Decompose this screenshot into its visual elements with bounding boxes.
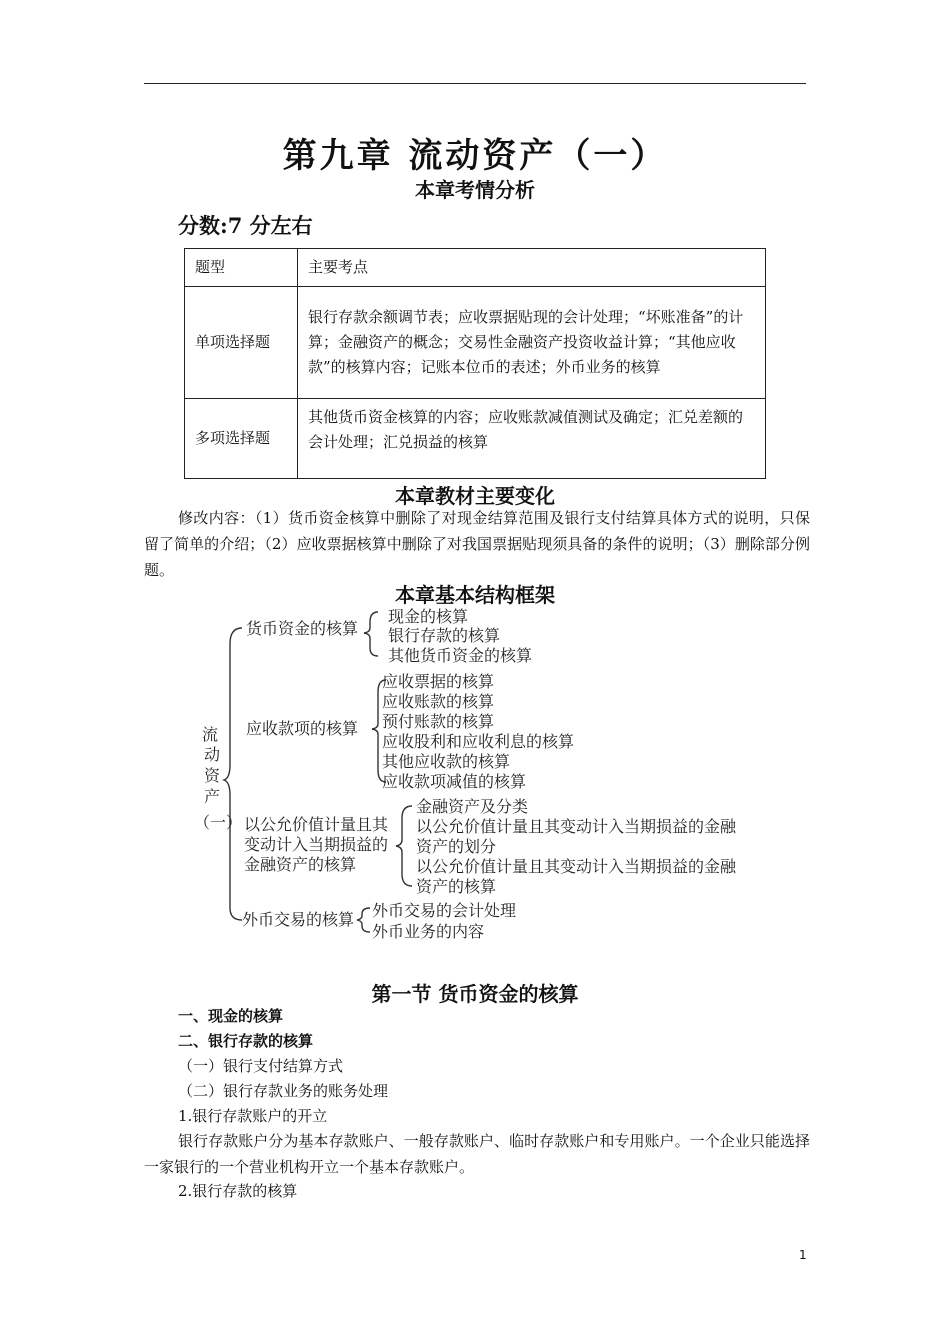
branch-child: 以公允价值计量且其变动计入当期损益的金融 — [416, 857, 737, 876]
root-char: （一） — [194, 813, 243, 832]
root-char: 流 — [202, 725, 219, 744]
table-row — [185, 399, 766, 479]
branch-label: 金融资产的核算 — [244, 855, 357, 874]
section1-heading: 第一节 货币资金的核算 — [371, 982, 579, 1006]
branch-child: 金融资产及分类 — [416, 797, 529, 816]
branch-child: 应收账款的核算 — [382, 692, 495, 711]
header-points: 主要考点 — [298, 249, 766, 287]
branch-child: 以公允价值计量且其变动计入当期损益的金融 — [416, 817, 737, 836]
row-type: 多项选择题 — [185, 399, 298, 479]
branch-child: 应收款项减值的核算 — [382, 772, 527, 791]
header-type: 题型 — [185, 249, 298, 287]
branch-child: 应收股利和应收利息的核算 — [382, 732, 575, 751]
section1-item2: 2.银行存款的核算 — [178, 1182, 298, 1200]
changes-paragraph: 修改内容：（1）货币资金核算中删除了对现金结算范围及银行支付结算具体方式的说明，只保留了简单的介绍；（2）应收票据核算中删除了对我国票据贴现须具备的条件的说明；（3）删除部分例题。 — [144, 509, 810, 579]
header-rule — [144, 83, 806, 84]
exam-points-table — [184, 248, 766, 479]
branch-child: 现金的核算 — [388, 607, 469, 626]
branch-child: 资产的划分 — [416, 837, 497, 856]
section1-h1: 一、现金的核算 — [178, 1007, 284, 1025]
changes-heading: 本章教材主要变化 — [395, 484, 555, 508]
structure-mindmap — [190, 600, 770, 950]
section1-h2: 二、银行存款的核算 — [178, 1032, 314, 1050]
chapter-subtitle: 本章考情分析 — [415, 178, 535, 202]
branch-label: 应收款项的核算 — [246, 719, 359, 738]
branch-child: 资产的核算 — [416, 877, 497, 896]
root-char: 资 — [204, 766, 221, 785]
row-points: 银行存款余额调节表；应收票据贴现的会计处理；“坏账准备”的计算；金融资产的概念；交易性金融资产投资收益计算；“其他应收款”的核算内容；记账本位币的表述；外币业务的核算 — [298, 287, 766, 399]
section1-sub1: （一）银行支付结算方式 — [178, 1057, 344, 1075]
mindmap-root — [194, 725, 242, 832]
branch-child: 预付账款的核算 — [382, 712, 495, 731]
row-points: 其他货币资金核算的内容；应收账款减值测试及确定；汇兑差额的会计处理；汇兑损益的核算 — [298, 399, 766, 479]
branch-label: 变动计入当期损益的 — [244, 835, 389, 854]
branch-child: 其他货币资金的核算 — [388, 646, 533, 665]
branch-child: 银行存款的核算 — [388, 626, 501, 645]
table-row — [185, 287, 766, 399]
branch-label: 外币交易的核算 — [242, 910, 355, 929]
row-type: 单项选择题 — [185, 287, 298, 399]
branch-child: 外币交易的会计处理 — [372, 901, 517, 920]
section1-sub2: （二）银行存款业务的账务处理 — [178, 1082, 389, 1100]
table-header-row — [185, 249, 766, 287]
page-number: 1 — [799, 1248, 807, 1262]
root-char: 产 — [204, 787, 221, 806]
branch-label: 货币资金的核算 — [246, 619, 359, 638]
branch-child: 外币业务的内容 — [372, 922, 485, 941]
chapter-title: 第九章 流动资产（一） — [282, 136, 668, 176]
score-line: 分数:7 分左右 — [178, 213, 313, 238]
section1-paragraph: 银行存款账户分为基本存款账户、一般存款账户、临时存款账户和专用账户。一个企业只能选择一家银行的一个营业机构开立一个基本存款账户。 — [144, 1132, 810, 1176]
branch-child: 其他应收款的核算 — [382, 752, 511, 771]
framework-heading: 本章基本结构框架 — [395, 583, 555, 607]
root-char: 动 — [204, 745, 221, 764]
branch-label: 以公允价值计量且其 — [244, 815, 389, 834]
branch-child: 应收票据的核算 — [382, 672, 495, 691]
section1-item1: 1.银行存款账户的开立 — [178, 1107, 328, 1125]
